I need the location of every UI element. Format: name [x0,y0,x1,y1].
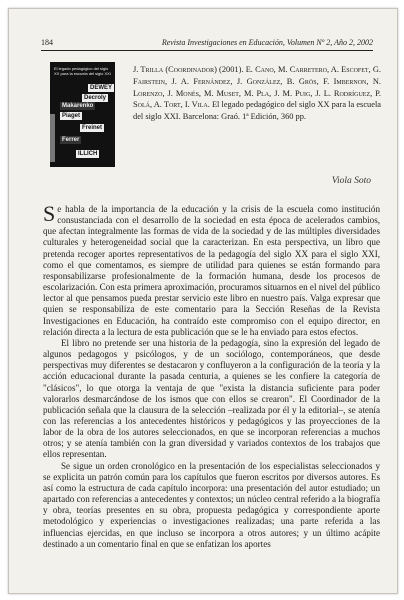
cover-word-piaget: Piaget [62,113,81,119]
cover-title: El legado pedagógico del siglo XX para la escuela del siglo XXI [54,66,111,76]
running-header [41,36,373,51]
book-cover-image [50,62,115,167]
page-number: 184 [41,38,53,47]
drop-cap: S [43,201,56,226]
cover-word-decroly: Decroly [84,95,107,101]
book-reference [133,64,381,123]
paragraph: Se sigue un orden cronológico en la presentación de los especialistas seleccionados y se explicita un patrón común para los capítulos que fueron escritos por diversos autores. Es así como la estructura de cada capítulo incorpora: una presentación del autor estudiado; un apartado con referencias a antecedentes y contextos; un núcleo central referido a la biografía y obra, teorías presentes en su obra, propuesta pedagógica y correspondiente aporte metodológico y experiencias o investigaciones realizadas; una parte referida a las influencias ejercidas, en que incluso se incorpora a otros autores; y un último acápite destinado a un comentario final en que se enfatizan los aportes [43,460,380,549]
paragraph: El libro no pretende ser una historia de la pedagogía, sino la expresión del legado de algunos pedagogos y psicólogos, y de un sociólogo, contemporáneos, que desde perspectivas muy diferentes se destacaron y confluyeron a la configuración de la teoría y la acción educacional durante la pasada centuria, a quienes se les confiere la categoría de "clásicos", lo que otorga la ventaja de que "exista la distancia suficiente para poder valorarlos desmarcándose de los ismos que con ellos se crearon". El Coordinador de la publicación señala que la clausura de la selección –realizada por él y la editorial–, se atenía con las referencias a los antecedentes históricos y pedagógicos y las proyecciones de la labor de la obra de los autores seleccionados, en que se incorporan referencias a muchos otros; y se atenía también con la gran diversidad y variados contextos de los trabajos que ellos representan. [43,337,380,460]
cover-word-dewey: DEWEY [90,85,113,91]
paragraph [43,201,380,338]
reference-title: El legado pedagógico del siglo XX para la escuela del siglo XXI. Barcelona: Graó. 1ª Edición, 360 pp. [133,100,381,122]
cover-word-illich: ILLICH [78,151,98,157]
reference-authors: E. Cano, M. Carretero, A. Escofet, G. Fairstein, J. A. Fernández, J. González, B. Grös, F. Imbernon, N. Lorenzo, J. Monés, M. Muset, M. Pla, J. M. Puig, J. L. Rodríguez, P. Solá, A. Tort, I. Vila. [133,65,381,110]
book-page [8,8,398,594]
cover-word-freinet: Freinet [82,125,103,131]
paragraph-text: e habla de la importancia de la educación y la crisis de la escuela como institución consustanciada con el desarrollo de la sociedad en esta época de acelerados cambios, que afectan integralmente las formas de vida de la sociedad y de las múltiples diversidades culturales y heterogeneidad social que la caracterizan. En esta perspectiva, un libro que pretenda recoger aportes representativos de la pedagogía del siglo XX para el siglo XXI, como el que comentamos, es siempre de utilidad para quienes se están formando para responsabilizarse profesionalmente de la formación humana, desde los procesos de escolarización. Con esta primera aproximación, procuramos situarnos en el nivel del público lector al que pensamos pueda prestar servicio este libro en nuestro país. Valga expresar que quien se responsabiliza de este comentario para la Sección Reseñas de la Revista Investigaciones en Educación, ha contraído este compromiso con el equipo director, en relación directa a la lectura de esta publicación que se le ha enviado para estos efectos. [43,204,380,337]
review-body [43,201,380,550]
reference-editor: J. Trilla (Coordinador) (2001). [133,65,244,74]
cover-word-makarenko: Makarenko [62,103,94,109]
reviewer-name: Viola Soto [331,176,371,186]
cover-side-bar [50,114,55,162]
journal-title: Revista Investigaciones en Educación, Volumen Nº 2, Año 2, 2002 [161,38,373,47]
cover-word-ferrer: Ferrer [62,137,80,143]
